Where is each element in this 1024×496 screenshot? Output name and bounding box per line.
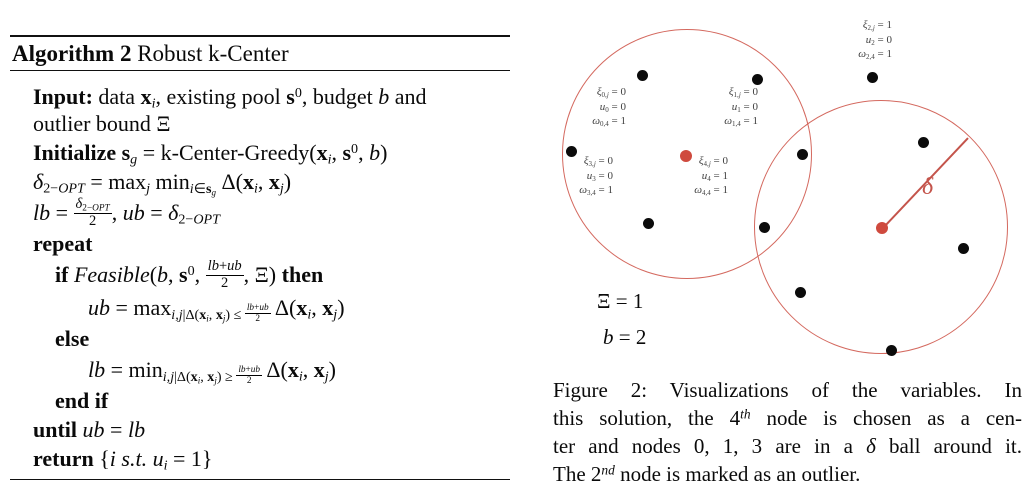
caption-line: The 2nd node is marked as an outlier. [553, 462, 861, 486]
algorithm-line: end if [55, 388, 109, 414]
center-dot [876, 222, 888, 234]
node-label-line: $\xi_{3,j} = 0$ [583, 155, 613, 168]
center-dot [680, 150, 692, 162]
algorithm-line: Initialize $s_g$ = $k-Center-Greedy(x_i$, $s^0$, b) [33, 140, 388, 168]
algorithm-line: Input: data $x_i$, existing pool $s^0$, budget b and [33, 84, 427, 112]
algorithm-line: ub = $\max_{i,j|\Delta(x_i, x_j) \le \frac{lb+ub}{2}}$ $\Delta(x_i$, $x_j$) [88, 295, 345, 324]
node-label [694, 154, 728, 198]
node-dot [566, 146, 577, 157]
node-label-line: $u_0 = 0$ [599, 100, 626, 114]
node-label-line: $\xi_{2,j} = 1$ [862, 19, 892, 32]
algorithm-line: lb = $\min_{i,j|\Delta(x_i, x_j) \ge \frac{lb+ub}{2}}$ $\Delta(x_i$, $x_j$) [88, 357, 336, 386]
node-label-line: $\xi_{4,j} = 0$ [698, 155, 728, 168]
param-label: Ξ = 1 [597, 289, 644, 313]
node-dot [797, 149, 808, 160]
node-label-line: $\xi_{1,j} = 0$ [728, 86, 758, 99]
algorithm-line: return {i s.t. $u_i = 1$} [33, 446, 213, 474]
node-dot [867, 72, 878, 83]
node-dot [918, 137, 929, 148]
node-dot [637, 70, 648, 81]
algorithm-bottom-rule [10, 479, 510, 480]
algorithm-body [10, 71, 510, 479]
node-label-line: $\xi_{0,j} = 0$ [596, 86, 626, 99]
node-label-line: $\omega_{4,4} = 1$ [694, 184, 728, 197]
node-label-line: $u_4 = 1$ [701, 169, 728, 183]
node-dot [795, 287, 806, 298]
caption-line: ter and nodes 0, 1, 3 are in a δ ball around it. [553, 434, 1022, 458]
algorithm-line: $\delta_{2-OPT} = \max_j \min_{i\in s_g} \Delta(x_i$, $x_j$) [33, 169, 292, 197]
node-label-line: $\omega_{2,4} = 1$ [858, 48, 892, 61]
node-label-line: $\omega_{0,4} = 1$ [592, 115, 626, 128]
node-label [579, 154, 613, 198]
algorithm-line: until ub = lb [33, 417, 146, 443]
node-dot [958, 243, 969, 254]
node-dot [643, 218, 654, 229]
algorithm-box [10, 35, 510, 480]
node-label-line: $u_2 = 0$ [865, 33, 892, 47]
algorithm-line: lb = $\frac{\delta_{2-OPT}}{2}$ , ub = $\delta_{2-OPT}$ [33, 195, 220, 229]
node-label [858, 18, 892, 62]
algorithm-line: repeat [33, 231, 93, 257]
node-dot [886, 345, 897, 356]
algorithm-line: else [55, 326, 90, 352]
param-label: b = 2 [603, 325, 647, 349]
caption-line: Figure 2: Visualizations of the variables. In [553, 378, 1022, 402]
node-label-line: $u_3 = 0$ [586, 169, 613, 183]
delta-label: δ [922, 174, 934, 200]
caption-line: this solution, the 4th node is chosen as a cen- [553, 406, 1022, 430]
algorithm-title: Algorithm 2 Robust k-Center [12, 41, 289, 66]
node-label [724, 85, 758, 129]
node-label-line: $u_1 = 0$ [731, 100, 758, 114]
node-label-line: $\omega_{3,4} = 1$ [579, 184, 613, 197]
node-label [592, 85, 626, 129]
node-label-line: $\omega_{1,4} = 1$ [724, 115, 758, 128]
node-dot [752, 74, 763, 85]
node-dot [759, 222, 770, 233]
algorithm-line: if Feasible(b, $s^0$, $\frac{lb+ub}{2}$ , Ξ) then [55, 257, 324, 291]
algorithm-line: outlier bound Ξ [33, 111, 171, 137]
figure-caption [553, 376, 1022, 488]
